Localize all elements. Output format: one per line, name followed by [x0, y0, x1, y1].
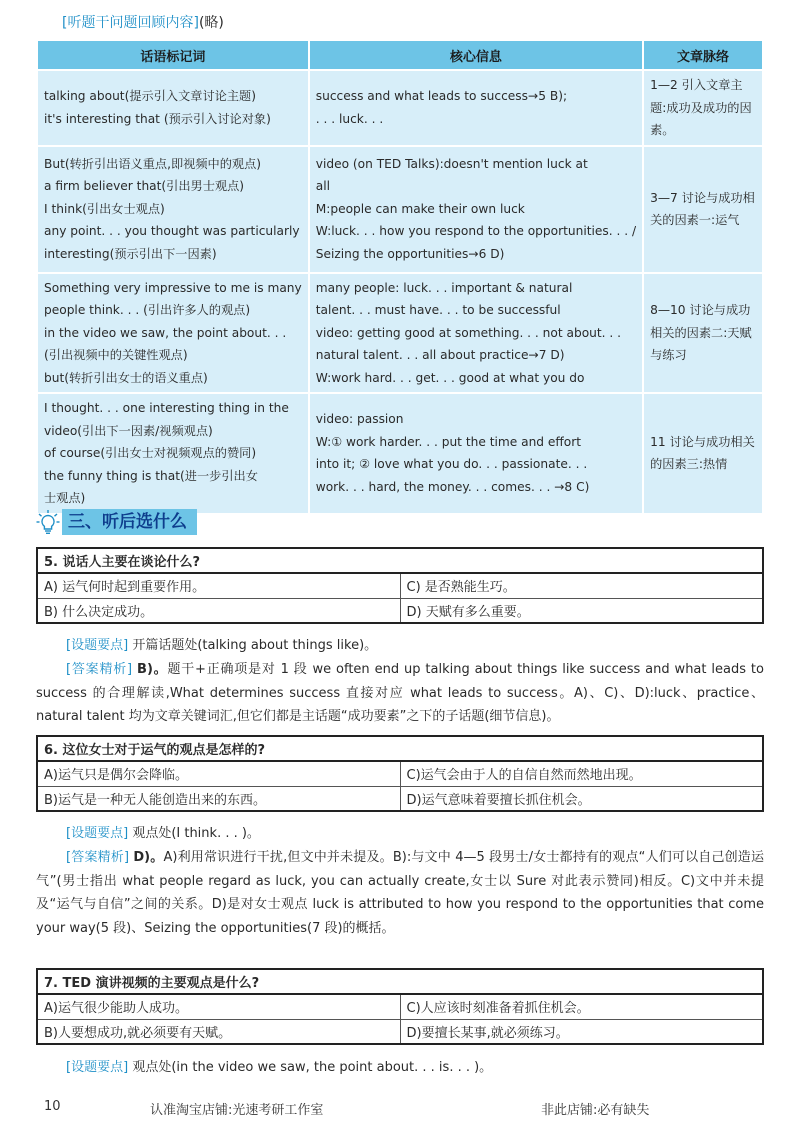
- table-row: [38, 274, 762, 393]
- header-core-info: 核心信息: [310, 41, 642, 69]
- q6-key-point: [设题要点] 观点处(I think. . . )。: [66, 826, 260, 841]
- recall-label: [听题干问题回顾内容](略): [62, 15, 224, 31]
- section-heading: [36, 508, 197, 536]
- q7-key-point: [设题要点] 观点处(in the video we saw, the point about. . . is. . . )。: [66, 1060, 493, 1075]
- core-cell: video: passion W:① work harder. . . put the time and effort into it; ② love what you do. . . passionate. . . work. . . hard, the money. . . comes. . . →8 C): [310, 394, 642, 513]
- option-c: C)运气会由于人的自信自然而然地出现。: [400, 761, 763, 786]
- page-number: 10: [44, 1099, 61, 1114]
- table-header-row: [38, 41, 762, 69]
- table-row: [38, 147, 762, 272]
- core-cell: many people: luck. . . important & natural talent. . . must have. . . to be successful video: getting good at something. . . not about. . . natural talent. . . all about practice→7 D) W:work hard. . . get. . . good at what you do: [310, 274, 642, 393]
- flow-cell: 8—10 讨论与成功相关的因素二:天赋与练习: [644, 274, 762, 393]
- option-a: A)运气很少能助人成功。: [37, 994, 400, 1019]
- flow-cell: 3—7 讨论与成功相关的因素一:运气: [644, 147, 762, 272]
- core-cell: video (on TED Talks):doesn't mention luck at all M:people can make their own luck W:luck. . . how you respond to the opportunities. . . / Seizing the opportunities→6 D): [310, 147, 642, 272]
- option-d: D)运气意味着要擅长抓住机会。: [400, 786, 763, 811]
- markers-cell: talking about(提示引入文章讨论主题) it's interesting that (预示引入讨论对象): [38, 71, 308, 145]
- option-d: D) 天赋有多么重要。: [400, 598, 763, 623]
- header-structure: 文章脉络: [644, 41, 762, 69]
- footer-right-text: 非此店铺:必有缺失: [541, 1103, 650, 1118]
- discourse-marker-table: [36, 39, 764, 515]
- option-b: B) 什么决定成功。: [37, 598, 400, 623]
- option-b: B)运气是一种无人能创造出来的东西。: [37, 786, 400, 811]
- core-cell: success and what leads to success→5 B); . . . luck. . .: [310, 71, 642, 145]
- question-6-table: [36, 735, 764, 812]
- header-markers: 话语标记词: [38, 41, 308, 69]
- option-d: D)要擅长某事,就必须练习。: [400, 1019, 763, 1044]
- question-7-table: [36, 968, 764, 1045]
- option-a: A)运气只是偶尔会降临。: [37, 761, 400, 786]
- option-c: C)人应该时刻准备着抓住机会。: [400, 994, 763, 1019]
- section-title: 三、听后选什么: [62, 509, 197, 535]
- table-row: [38, 71, 762, 145]
- q5-key-point: [设题要点] 开篇话题处(talking about things like)。: [66, 638, 378, 653]
- markers-cell: But(转折引出语义重点,即视频中的观点) a firm believer that(引出男士观点) I think(引出女士观点) any point. . . you thought was particularly interesting(预示引出下一因素): [38, 147, 308, 272]
- option-a: A) 运气何时起到重要作用。: [37, 573, 400, 598]
- question-5-table: [36, 547, 764, 624]
- table-row: [38, 394, 762, 513]
- footer-left-text: 认准淘宝店铺:光速考研工作室: [150, 1103, 324, 1118]
- option-c: C) 是否熟能生巧。: [400, 573, 763, 598]
- lightbulb-icon: [36, 509, 60, 535]
- flow-cell: 1—2 引入文章主题:成功及成功的因素。: [644, 71, 762, 145]
- flow-cell: 11 讨论与成功相关的因素三:热情: [644, 394, 762, 513]
- question-6-text: 6. 这位女士对于运气的观点是怎样的?: [37, 736, 763, 761]
- q5-analysis: [答案精析] B)。题干+正确项是对 1 段 we often end up talking about things like success and what leads to success 的合理解读,What determines success 直接对应 what leads to success。A)、C)、D):luck、practice、natural talent 均为文章关键词汇,但它们都是主话题“成功要素”之下的子话题(细节信息)。: [36, 662, 764, 724]
- q6-analysis: [答案精析] D)。A)利用常识进行干扰,但文中并未提及。B):与文中 4—5 段男士/女士都持有的观点“人们可以自己创造运气”(男士指出 what people regard as luck, you can actually create,女士以 Sure 对此表示赞同)相反。C)文中并未提及“运气与自信”之间的关系。D)是对女士观点 luck is attributed to how you respond to the opportunities that come your way(5 段)、Seizing the opportunities(7 段)的概括。: [36, 850, 764, 936]
- option-b: B)人要想成功,就必须要有天赋。: [37, 1019, 400, 1044]
- question-7-text: 7. TED 演讲视频的主要观点是什么?: [37, 969, 763, 994]
- markers-cell: Something very impressive to me is many people think. . . (引出许多人的观点) in the video we saw, the point about. . . (引出视频中的关键性观点) but(转折引出女士的语义重点): [38, 274, 308, 393]
- markers-cell: I thought. . . one interesting thing in the video(引出下一因素/视频观点) of course(引出女士对视频观点的赞同) the funny thing is that(进一步引出女 士观点): [38, 394, 308, 513]
- question-5-text: 5. 说话人主要在谈论什么?: [37, 548, 763, 573]
